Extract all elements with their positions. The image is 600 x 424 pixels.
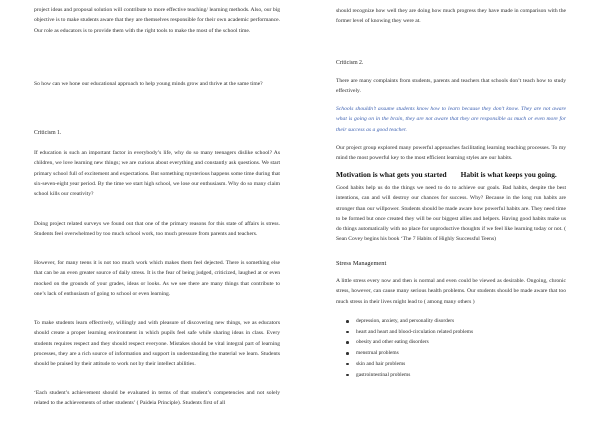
bullet-icon <box>346 352 349 355</box>
list-item: gastrointestinal problems <box>346 370 566 381</box>
paragraph: Good habits help us do the things we need to do to achieve our goals. Bad habits, despite the best intentions, can and will destroy our chances for success. Why? Because in the long run habits are stronger than our willpower. Students should be made aware how powerful habits are. They need time to be formed but once created they will be our biggest allies and helpers. Having good habits make us do things automatically with no place for unproductive thoughts if we feel like learning today or not. ( Sean Covey begins his book ‘The 7 Habits of Highly Successful Teens) <box>336 185 566 243</box>
bullet-icon <box>346 320 349 323</box>
list-item: depression, anxiety, and personality disorders <box>346 316 566 327</box>
paragraph: A little stress every now and then is normal and even could be viewed as desirable. Ongoing, chronic stress, however, can cause many serious health problems. Our students should be made aware that too much stress in their lives might lead to ( among many others ) <box>336 278 566 305</box>
criticism-1-heading: Criticism 1. <box>34 130 62 136</box>
bullet-icon <box>346 374 349 377</box>
paragraph: project ideas and proposal solution will contribute to more effective teaching/ learning methods. Also, our big objective is to make students aware that they are themselves responsible for their own academic performance. Our role as educators is to provide them with the right tools to make the most of the school time. <box>34 7 280 34</box>
health-problems-list <box>336 316 566 380</box>
motivation-heading <box>336 164 566 182</box>
paragraph: should recognize how well they are doing how much progress they have made in comparison with the former level of knowing they were at. <box>336 8 566 25</box>
stress-management-heading: Stress Management <box>336 260 387 267</box>
paragraph: However, for many teens it is not too much work which makes them feel dejected. There is something else that can be an even greater source of daily stress. It is the fear of being judged, criticized, laughed at or even mocked on the grounds of your grades, ideas or looks. As we see there are many things that contribute to one’s lack of enthusiasm of going to school or even learning. <box>34 260 280 297</box>
paragraph: Doing project related surveys we found out that one of the primary reasons for this state of affairs is stress. Students feel overwhelmed by too much school work, too much pressure from parents and teachers. <box>34 221 280 238</box>
list-item: heart and heart and blood-circulation related problems <box>346 327 566 338</box>
paragraph: ‘Each student’s achievement should be evaluated in terms of that student’s competencies and not solely related to the achievements of other students’ ( Paideia Principle). Students first of all <box>34 390 280 407</box>
list-item: obesity and other eating disorders <box>346 337 566 348</box>
criticism-2-heading: Criticism 2. <box>336 60 364 66</box>
highlighted-quote: Schools shouldn’t assume students know how to learn because they don’t know. They are not aware what is going on in the brain, they are not aware that they are responsible as much or even more for their success as a good teacher. <box>336 106 566 133</box>
bullet-icon <box>346 331 349 334</box>
paragraph: If education is such an important factor in everybody’s life, why do so many teenagers dislike school? As children, we love learning new things; we are curious about everything and constantly ask questions. We start primary school full of excitement and expectations. But something mysterious happens some time during that six-seven-eight year period. By the time we start high school, we lose our enthusiasm. Why do so many claim school kills our creativity? <box>34 150 280 198</box>
motivation-heading-part-1: Motivation is what gets you started <box>336 170 447 179</box>
list-item: menstrual problems <box>346 348 566 359</box>
bullet-icon <box>346 341 349 344</box>
motivation-heading-part-2: Habit is what keeps you going. <box>460 170 557 179</box>
bullet-icon <box>346 363 349 366</box>
paragraph: To make students learn effectively, willingly and with pleasure of discovering new things, we as educators should create a proper learning environment in which pupils feel safe while sharing ideas in class. Every students requires respect and they should respect everyone. Mistakes should be vital integral part of learning processes, they are a rich source of information and support in understanding the material we learn. Students should be praised by their attitude to work not by their intellect abilities. <box>34 320 280 368</box>
paragraph: Our project group explored many powerful approaches facilitating learning teaching processes. To my mind the most powerful key to the most efficient learning styles are our habits. <box>336 145 566 162</box>
list-item: skin and hair problems <box>346 359 566 370</box>
paragraph: There are many complaints from students, parents and teachers that schools don’t teach how to study effectively. <box>336 78 566 95</box>
paragraph: So how can we hone our educational approach to help young minds grow and thrive at the same time? <box>34 81 263 87</box>
